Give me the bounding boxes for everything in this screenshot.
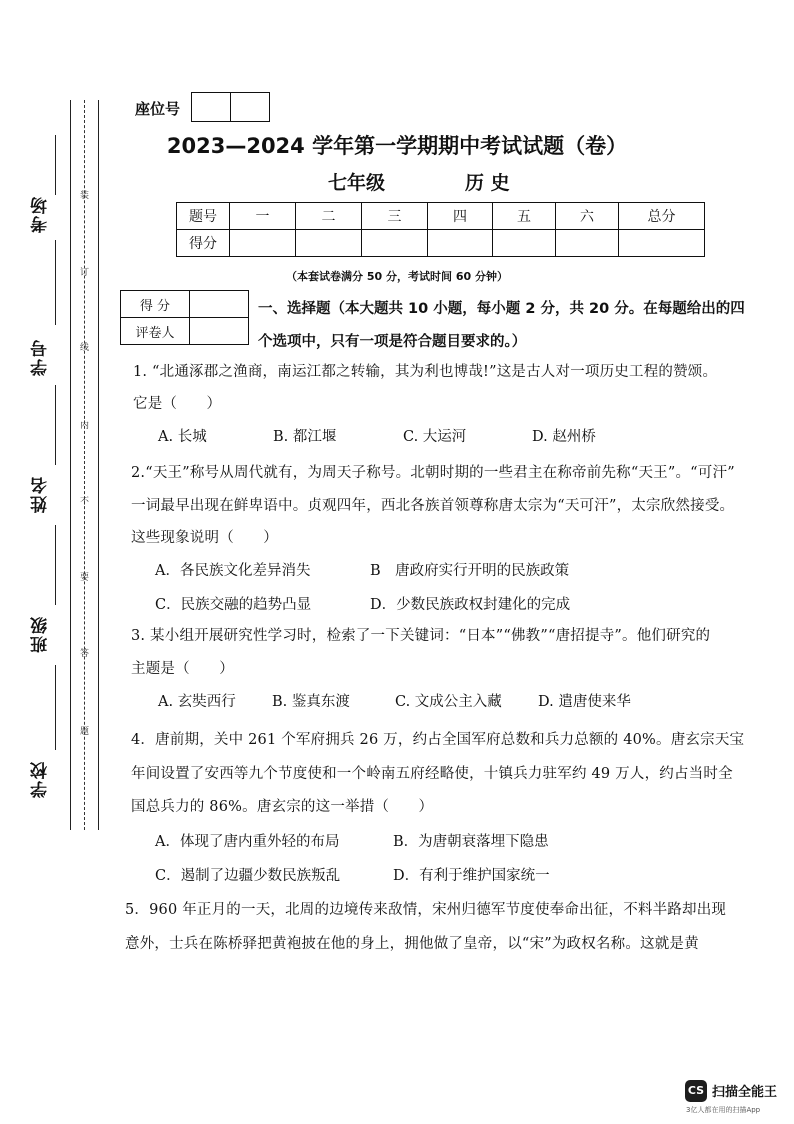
camscanner-name: 扫描全能王 [712,1085,778,1100]
class-underline [55,525,56,605]
binding-line-outer [70,100,71,830]
score-cell[interactable] [493,230,556,257]
seal-char: 不 [80,497,90,507]
question-1-option-d: D. 赵州桥 [532,429,596,445]
question-3-option-b: B. 鉴真东渡 [272,694,350,710]
seal-char: 要 [80,573,90,583]
score-header-cell: 总分 [619,203,705,230]
grader-score-cell[interactable] [190,291,249,318]
score-table-score-row [177,230,705,257]
question-2-line-2: 一词最早出现在鲜卑语中。贞观四年，西北各族首领尊称唐太宗为“天可汗”，太宗欣然接受。 [131,498,735,514]
question-1-option-b: B. 都江堰 [273,429,337,445]
score-header-cell: 三 [362,203,428,230]
question-4-option-b: B．为唐朝衰落埋下隐患 [393,834,549,850]
question-3-option-a: A. 玄奘西行 [158,694,236,710]
score-table-header-row [177,203,705,230]
question-2-option-a: A．各民族文化差异消失 [155,563,311,579]
grader-table [120,290,249,345]
seat-number-box-2[interactable] [230,92,270,122]
question-2-line-1: 2.“天王”称号从周代就有，为周天子称号。北朝时期的一些君主在称帝前先称“天王”。“可汗” [131,465,735,481]
question-1-line-2: 它是（ ） [133,396,222,412]
score-cell[interactable] [556,230,619,257]
seal-char: 答 [80,649,90,659]
binding-line-inner [98,100,99,830]
section1-heading-line1: 一、选择题（本大题共 10 小题，每小题 2 分，共 20 分。在每题给出的四 [258,301,745,317]
binding-line-dashed [84,100,85,830]
question-2-option-b: B 唐政府实行开明的民族政策 [370,563,570,579]
seat-number-box-1[interactable] [191,92,231,122]
question-4-line-3: 国总兵力的 86%。唐玄宗的这一举措（ ） [131,799,434,815]
score-row-label: 得分 [177,230,230,257]
question-4-option-d: D．有利于维护国家统一 [393,868,550,884]
class-label: 班级 [31,615,51,653]
question-3-line-2: 主题是（ ） [131,661,234,677]
seal-char: 线 [80,343,90,353]
score-header-cell: 四 [428,203,493,230]
question-4-line-2: 年间设置了安西等九个节度使和一个岭南五府经略使，十镇兵力驻军约 49 万人，约占当时全 [131,766,733,782]
school-label: 学校 [31,760,51,798]
name-label: 姓名 [31,475,51,513]
score-cell[interactable] [296,230,362,257]
question-4-line-1: 4．唐前期，关中 261 个军府拥兵 26 万，约占全国军府总数和兵力总额的 40%。唐玄宗天宝 [131,732,745,748]
question-2-option-c: C．民族交融的趋势凸显 [155,597,312,613]
grader-reviewer-cell[interactable] [190,318,249,345]
score-header-cell: 六 [556,203,619,230]
school-underline [55,665,56,750]
question-4-option-a: A．体现了唐内重外轻的布局 [155,834,340,850]
exam-title: 2023—2024 学年第一学期期中考试试题（卷） [166,134,628,158]
name-underline [55,385,56,465]
subject-label: 历 史 [465,172,510,194]
question-3-line-1: 3. 某小组开展研究性学习时，检索了一下关键词：“日本”“佛教”“唐招提寺”。他们研究的 [131,628,711,644]
score-cell[interactable] [428,230,493,257]
score-header-cell: 题号 [177,203,230,230]
seal-char: 订 [80,268,90,278]
question-3-option-d: D. 遣唐使来华 [538,694,631,710]
score-cell[interactable] [230,230,296,257]
grader-reviewer-label: 评卷人 [121,318,190,345]
section1-heading-line2: 个选项中，只有一项是符合题目要求的。） [258,334,527,350]
question-5-line-1: 5．960 年正月的一天，北周的边境传来敌情，宋州归德军节度使奉命出征，不料半路却出现 [125,902,727,918]
question-1-option-c: C. 大运河 [403,429,467,445]
seal-char: 装 [80,191,90,201]
score-header-cell: 五 [493,203,556,230]
question-1-option-a: A. 长城 [158,429,207,445]
score-cell[interactable] [362,230,428,257]
seat-number-label: 座位号 [135,100,181,118]
grade-label: 七年级 [328,172,386,194]
camscanner-tagline: 3亿人都在用的扫描App [686,1106,761,1114]
seal-char: 题 [80,727,90,737]
question-3-option-c: C. 文成公主入藏 [395,694,502,710]
score-table [176,202,705,257]
question-2-option-d: D．少数民族政权封建化的完成 [370,597,571,613]
grader-score-label: 得 分 [121,291,190,318]
question-1-line-1: 1. “北通涿郡之渔商，南运江都之转输，其为利也博哉!”这是古人对一项历史工程的赞颂。 [133,364,718,380]
score-header-cell: 一 [230,203,296,230]
seal-char: 内 [80,421,90,431]
score-header-cell: 二 [296,203,362,230]
exam-note: （本套试卷满分 50 分，考试时间 60 分钟） [286,270,508,283]
student-id-label: 学号 [31,338,51,376]
question-5-line-2: 意外，士兵在陈桥驿把黄袍披在他的身上，拥他做了皇帝，以“宋”为政权名称。这就是黄 [125,936,699,952]
question-2-line-3: 这些现象说明（ ） [131,530,278,546]
question-4-option-c: C．遏制了边疆少数民族叛乱 [155,868,341,884]
exam-room-label: 考场 [31,195,51,233]
score-cell[interactable] [619,230,705,257]
camscanner-logo-icon: CS [685,1080,707,1102]
